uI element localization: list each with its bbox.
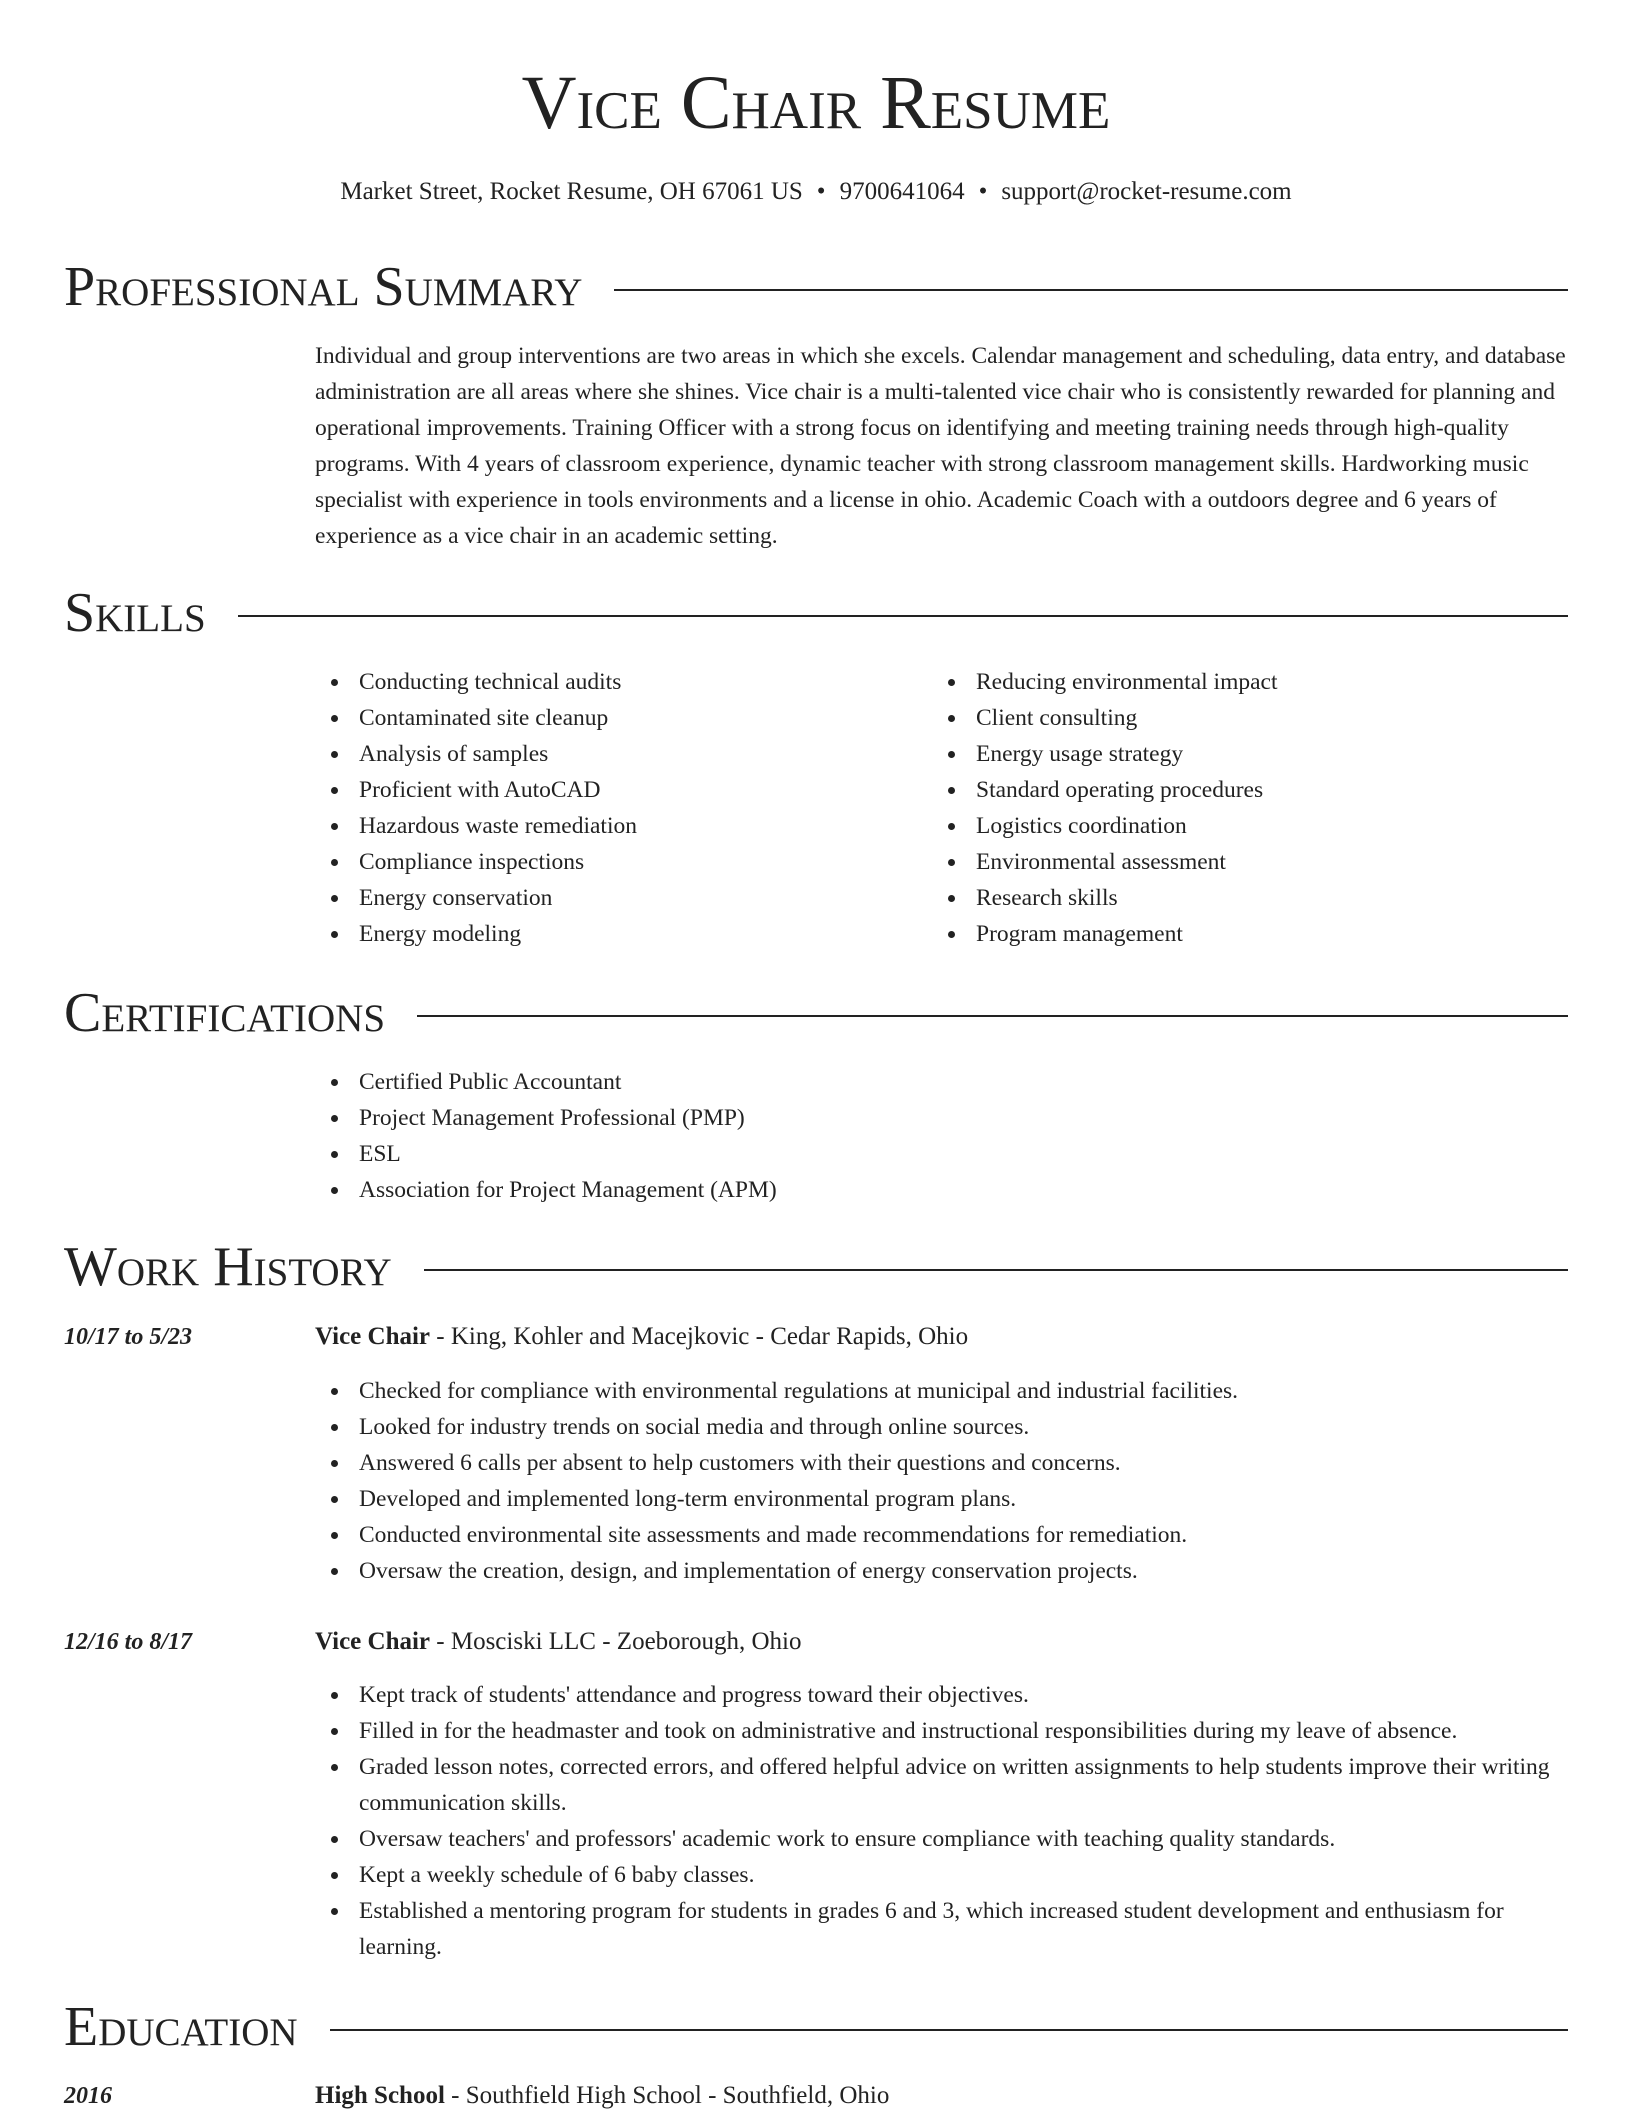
skill-item: Standard operating procedures: [932, 772, 1532, 808]
address: Market Street, Rocket Resume, OH 67061 US: [340, 178, 803, 205]
certification-item: Project Management Professional (PMP): [315, 1100, 1568, 1136]
skill-item: Energy conservation: [315, 880, 915, 916]
education-school: - Southfield High School - Southfield, Ohio: [444, 2082, 890, 2109]
separator-dot: •: [816, 178, 826, 205]
education-line: [315, 2078, 889, 2114]
skill-item: Compliance inspections: [315, 844, 915, 880]
job-duty-item: Kept track of students' attendance and progress toward their objectives.: [315, 1677, 1568, 1713]
skill-item: Proficient with AutoCAD: [315, 772, 915, 808]
job-title: Vice Chair: [315, 1628, 431, 1655]
skill-item: Environmental assessment: [932, 844, 1532, 880]
education-year: 2016: [64, 2083, 112, 2109]
job-duty-item: Looked for industry trends on social media and through online sources.: [315, 1409, 1568, 1445]
section-divider: [330, 2029, 1568, 2031]
job-duty-item: Established a mentoring program for students in grades 6 and 3, which increased student development and enthusiasm for learning.: [315, 1893, 1568, 1965]
job-duty-item: Answered 6 calls per absent to help customers with their questions and concerns.: [315, 1445, 1568, 1481]
contact-line: [0, 175, 1632, 209]
education-degree: High School: [315, 2082, 445, 2109]
job-duty-item: Oversaw teachers' and professors' academic work to ensure compliance with teaching quality standards.: [315, 1821, 1568, 1857]
job-employer: - Mosciski LLC - Zoeborough, Ohio: [430, 1628, 802, 1655]
skills-column-left: [315, 664, 915, 952]
education-section-header: [64, 1994, 1568, 2060]
job-duty-item: Oversaw the creation, design, and implementation of energy conservation projects.: [315, 1553, 1568, 1589]
skills-column-right: [932, 664, 1532, 952]
certification-item: ESL: [315, 1136, 1568, 1172]
section-heading-certifications: Certifications: [64, 982, 386, 1044]
job-dates: 12/16 to 8/17: [64, 1629, 193, 1655]
job-title-line: [315, 1319, 968, 1355]
skill-item: Conducting technical audits: [315, 664, 915, 700]
section-divider: [614, 289, 1568, 291]
job-title-line: [315, 1624, 802, 1660]
job-employer: - King, Kohler and Macejkovic - Cedar Rapids, Ohio: [430, 1323, 969, 1350]
skill-item: Client consulting: [932, 700, 1532, 736]
phone: 9700641064: [839, 178, 965, 205]
section-divider: [417, 1015, 1568, 1017]
skill-item: Energy modeling: [315, 916, 915, 952]
section-divider: [238, 615, 1568, 617]
skills-section-header: [64, 580, 1568, 646]
section-divider: [424, 1269, 1568, 1271]
separator-dot: •: [978, 178, 988, 205]
section-heading-skills: Skills: [64, 582, 206, 644]
skill-item: Reducing environmental impact: [932, 664, 1532, 700]
job-duties-list: [315, 1677, 1568, 1965]
job-duty-item: Checked for compliance with environmental regulations at municipal and industrial facilities.: [315, 1373, 1568, 1409]
summary-text: Individual and group interventions are two areas in which she excels. Calendar management and scheduling, data entry, and database administration are all areas where she shines. Vice chair is a multi-talented vice chair who is consistently rewarded for planning and operational improvements. Training Officer with a strong focus on identifying and meeting training needs through high-quality programs. With 4 years of classroom experience, dynamic teacher with strong classroom management skills. Hardworking music specialist with experience in tools environments and a license in ohio. Academic Coach with a outdoors degree and 6 years of experience as a vice chair in an academic setting.: [315, 343, 1566, 549]
skill-item: Program management: [932, 916, 1532, 952]
job-duty-item: Developed and implemented long-term environmental program plans.: [315, 1481, 1568, 1517]
skill-item: Logistics coordination: [932, 808, 1532, 844]
work-section-header: [64, 1234, 1568, 1300]
certification-item: Certified Public Accountant: [315, 1064, 1568, 1100]
skill-item: Analysis of samples: [315, 736, 915, 772]
resume-title: Vice Chair Resume: [521, 61, 1111, 145]
skill-item: Contaminated site cleanup: [315, 700, 915, 736]
certifications-list: [315, 1064, 1568, 1208]
job-duty-item: Conducted environmental site assessments and made recommendations for remediation.: [315, 1517, 1568, 1553]
job-duties-list: [315, 1373, 1568, 1589]
certifications-section-header: [64, 980, 1568, 1046]
summary-section-header: [64, 254, 1568, 320]
skill-item: Energy usage strategy: [932, 736, 1532, 772]
job-dates: 10/17 to 5/23: [64, 1324, 193, 1350]
section-heading-education: Education: [64, 1996, 298, 2058]
job-title: Vice Chair: [315, 1323, 431, 1350]
skill-item: Hazardous waste remediation: [315, 808, 915, 844]
certification-item: Association for Project Management (APM): [315, 1172, 1568, 1208]
email-link[interactable]: support@rocket-resume.com: [1001, 178, 1292, 205]
skill-item: Research skills: [932, 880, 1532, 916]
section-heading-work: Work History: [64, 1236, 392, 1298]
job-duty-item: Kept a weekly schedule of 6 baby classes.: [315, 1857, 1568, 1893]
job-duty-item: Graded lesson notes, corrected errors, and offered helpful advice on written assignments to help students improve their writing communication skills.: [315, 1749, 1568, 1821]
job-duty-item: Filled in for the headmaster and took on administrative and instructional responsibilities during my leave of absence.: [315, 1713, 1568, 1749]
section-heading-summary: Professional Summary: [64, 256, 583, 318]
